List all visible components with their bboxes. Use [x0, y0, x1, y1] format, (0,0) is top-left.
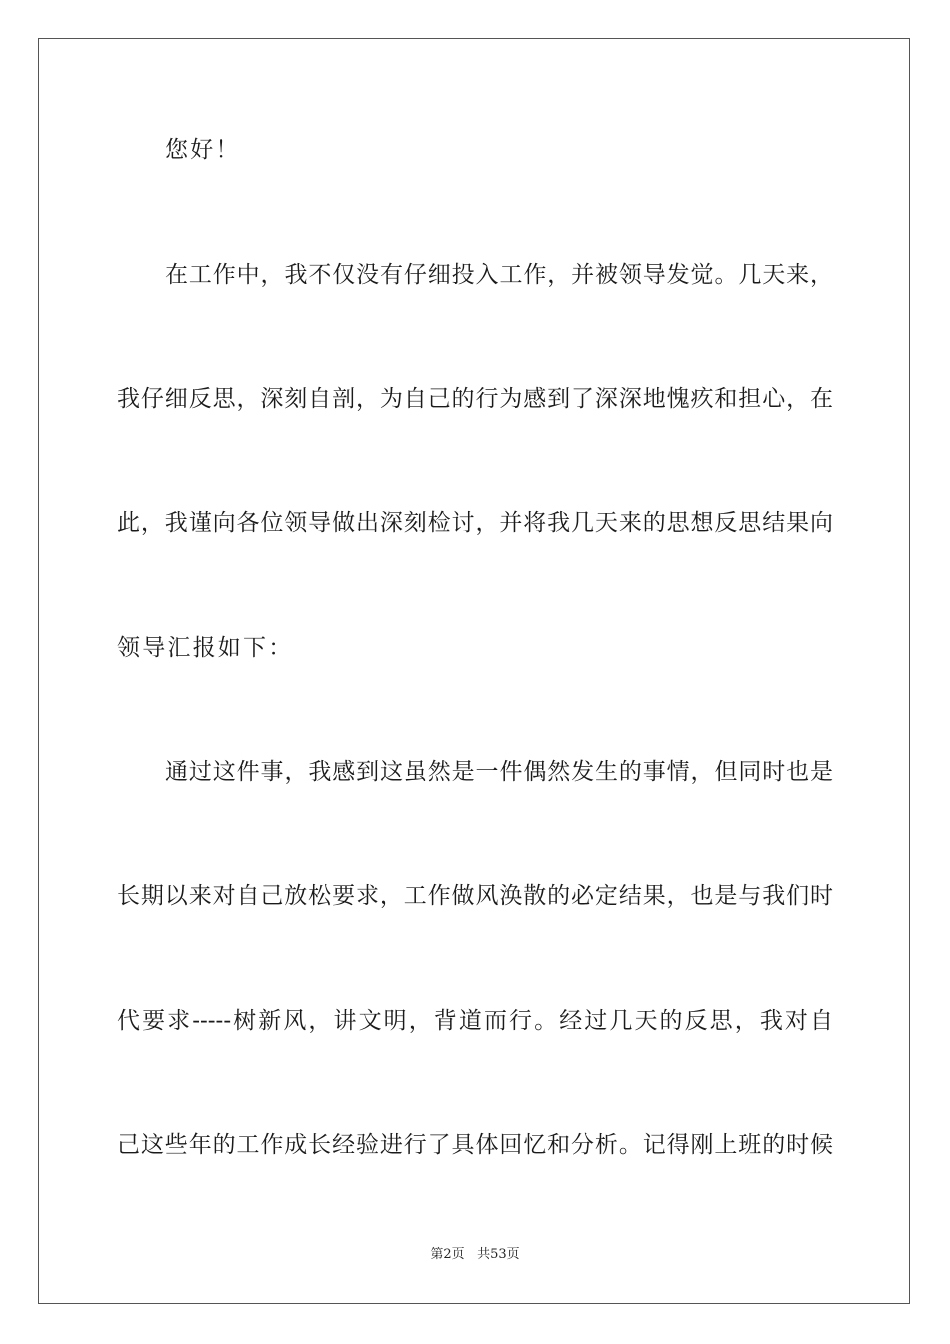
body-line-6: 长期以来对自己放松要求，工作做风涣散的必定结果，也是与我们时	[117, 883, 833, 909]
greeting-line: 您好！	[165, 137, 241, 163]
body-line-7: 代要求-----树新风，讲文明，背道而行。经过几天的反思，我对自	[117, 1008, 833, 1034]
page-number: 第2页	[430, 1247, 465, 1262]
body-line-5: 通过这件事，我感到这虽然是一件偶然发生的事情，但同时也是	[165, 759, 833, 785]
body-line-2: 我仔细反思，深刻自剖，为自己的行为感到了深深地愧疚和担心，在	[117, 386, 833, 412]
total-pages: 共53页	[477, 1247, 520, 1262]
body-line-4: 领导汇报如下：	[117, 635, 294, 661]
body-line-8: 己这些年的工作成长经验进行了具体回忆和分析。记得刚上班的时候	[117, 1132, 833, 1158]
page-frame	[38, 38, 910, 1304]
body-line-1: 在工作中，我不仅没有仔细投入工作，并被领导发觉。几天来，	[165, 262, 833, 288]
body-line-3: 此，我谨向各位领导做出深刻检讨，并将我几天来的思想反思结果向	[117, 510, 833, 536]
page-footer	[0, 1246, 950, 1264]
